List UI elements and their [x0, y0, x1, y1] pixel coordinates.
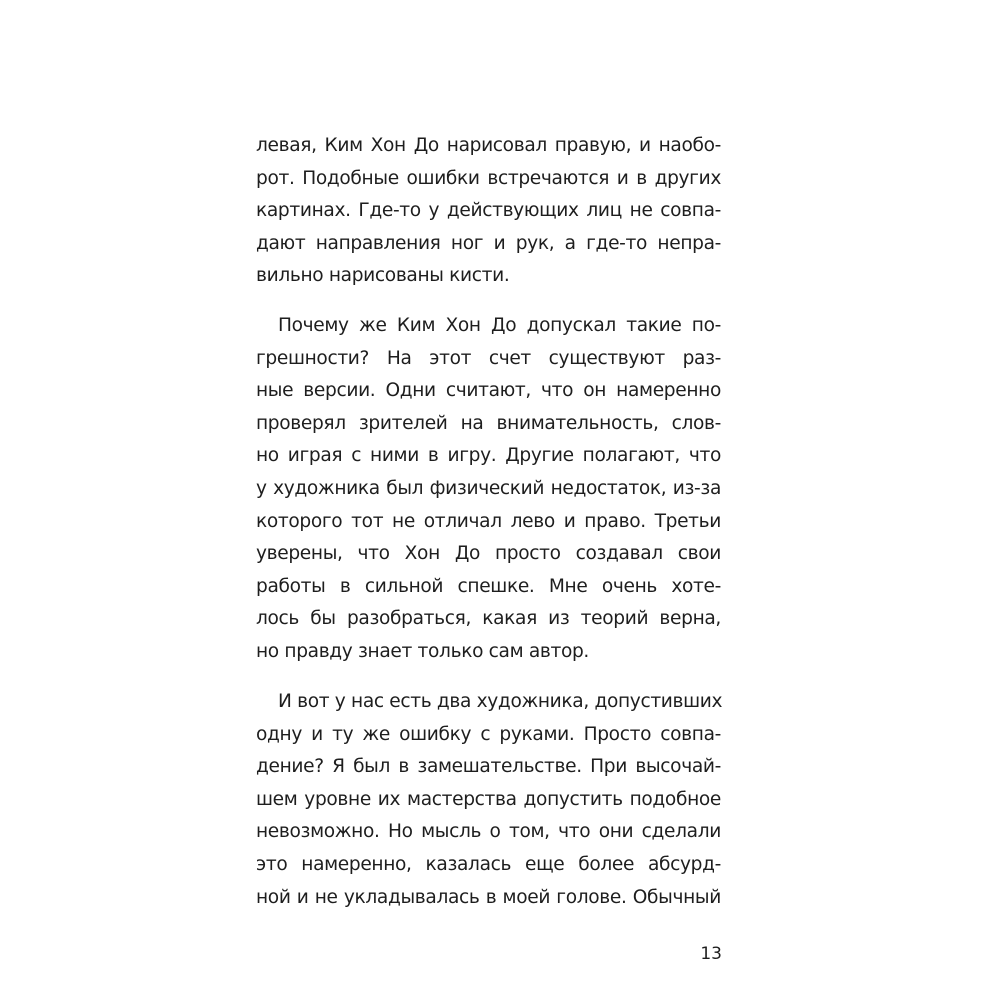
text-line: невозможно. Но мысль о том, что они сделали	[256, 821, 721, 843]
text-line: уверены, что Хон До просто создавал свои	[256, 543, 721, 565]
text-line: левая, Ким Хон До нарисовал правую, и наобо-	[256, 135, 721, 156]
page-number: 13	[700, 944, 722, 964]
text-line: ные версии. Одни считают, что он намеренно	[256, 380, 721, 402]
paragraph-3	[256, 686, 721, 914]
paragraph-2	[256, 310, 721, 669]
text-line: проверял зрителей на внимательность, слов-	[256, 412, 721, 434]
text-line: И вот у нас есть два художника, допустивших	[278, 691, 723, 712]
text-line: картинах. Где-то у действующих лиц не совпа-	[256, 200, 721, 222]
text-line: но играя с ними в игру. Другие полагают, что	[256, 445, 721, 467]
text-line: одну и ту же ошибку с руками. Просто совпа-	[256, 723, 721, 745]
text-line: лось бы разобраться, какая из теорий верна,	[256, 608, 721, 630]
text-line: у художника был физический недостаток, из-за	[256, 477, 721, 499]
text-line: рот. Подобные ошибки встречаются и в других	[256, 167, 721, 189]
text-line: Почему же Ким Хон До допускал такие по-	[278, 315, 721, 336]
text-line: но правду знает только сам автор.	[256, 640, 589, 662]
text-line: дают направления ног и рук, а где-то непра-	[256, 232, 721, 254]
text-line: шем уровне их мастерства допустить подобное	[256, 788, 721, 810]
text-line: вильно нарисованы кисти.	[256, 265, 510, 287]
text-line: дение? Я был в замешательстве. При высочай-	[256, 756, 721, 778]
text-line: это намеренно, казалась еще более абсурд-	[256, 853, 721, 875]
text-line: работы в сильной спешке. Мне очень хоте-	[256, 575, 721, 597]
text-line: ной и не укладывалась в моей голове. Обычный	[256, 886, 721, 908]
paragraph-1	[256, 130, 721, 293]
text-line: грешности? На этот счет существуют раз-	[256, 347, 721, 369]
text-line: которого тот не отличал лево и право. Третьи	[256, 510, 721, 532]
